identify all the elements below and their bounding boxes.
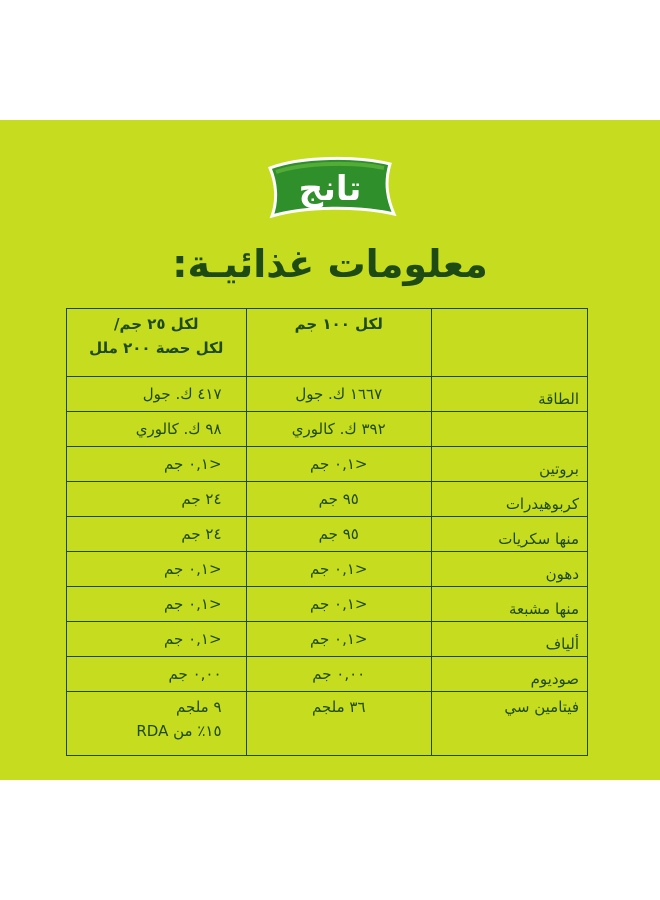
value-per-100g: ٩٥ جم: [246, 482, 431, 517]
nutrient-name: صوديوم: [431, 657, 587, 692]
value-per-100g: <٠,١ جم: [246, 447, 431, 482]
nutrient-name: منها سكريات: [431, 517, 587, 552]
vitamin-c-amount: ٩ ملجم: [176, 698, 222, 716]
value-per-serving: <٠,١ جم: [67, 587, 247, 622]
page-title: معلومات غذائيـة:: [172, 242, 488, 286]
nutrient-name: [431, 412, 587, 447]
table-header-row: [67, 309, 588, 377]
value-per-100g: <٠,١ جم: [246, 587, 431, 622]
value-per-serving: ٢٤ جم: [67, 482, 247, 517]
brand-name: تانج: [298, 169, 362, 209]
value-per-100g: ٩٥ جم: [246, 517, 431, 552]
value-per-100g: ٣٩٢ ك. كالوري: [246, 412, 431, 447]
nutrient-name: دهون: [431, 552, 587, 587]
table-row: [67, 552, 588, 587]
value-per-serving: ٤١٧ ك. جول: [67, 377, 247, 412]
nutrition-panel: [0, 120, 660, 780]
table-row: [67, 657, 588, 692]
table-row: [67, 377, 588, 412]
table-row: [67, 622, 588, 657]
table-row: [67, 517, 588, 552]
value-per-serving: ٠,٠٠ جم: [67, 657, 247, 692]
header-per-25g: لكل ٢٥ جم/: [113, 315, 199, 333]
header-nutrient: [431, 309, 587, 377]
value-per-serving: [67, 692, 247, 756]
nutrient-name: منها مشبعة: [431, 587, 587, 622]
header-per-100g: لكل ١٠٠ جم: [246, 309, 431, 377]
table-row: [67, 482, 588, 517]
value-per-100g: ٣٦ ملجم: [246, 692, 431, 756]
brand-logo: [262, 154, 398, 224]
table-row: [67, 412, 588, 447]
nutrition-table: [66, 308, 588, 756]
nutrient-name: ألياف: [431, 622, 587, 657]
value-per-serving: <٠,١ جم: [67, 622, 247, 657]
value-per-100g: <٠,١ جم: [246, 552, 431, 587]
value-per-serving: ٩٨ ك. كالوري: [67, 412, 247, 447]
header-per-serving: [67, 309, 247, 377]
table-row: [67, 587, 588, 622]
nutrient-name: كربوهيدرات: [431, 482, 587, 517]
table-row: [67, 692, 588, 756]
nutrient-name: الطاقة: [431, 377, 587, 412]
value-per-serving: <٠,١ جم: [67, 447, 247, 482]
vitamin-c-rda: ١٥٪ من RDA: [136, 722, 222, 740]
nutrient-name: بروتين: [431, 447, 587, 482]
table-row: [67, 447, 588, 482]
value-per-100g: <٠,١ جم: [246, 622, 431, 657]
value-per-serving: <٠,١ جم: [67, 552, 247, 587]
value-per-100g: ٠,٠٠ جم: [246, 657, 431, 692]
value-per-100g: ١٦٦٧ ك. جول: [246, 377, 431, 412]
nutrient-name: فيتامين سي: [431, 692, 587, 756]
header-per-200ml: لكل حصة ٢٠٠ ملل: [89, 339, 224, 357]
value-per-serving: ٢٤ جم: [67, 517, 247, 552]
